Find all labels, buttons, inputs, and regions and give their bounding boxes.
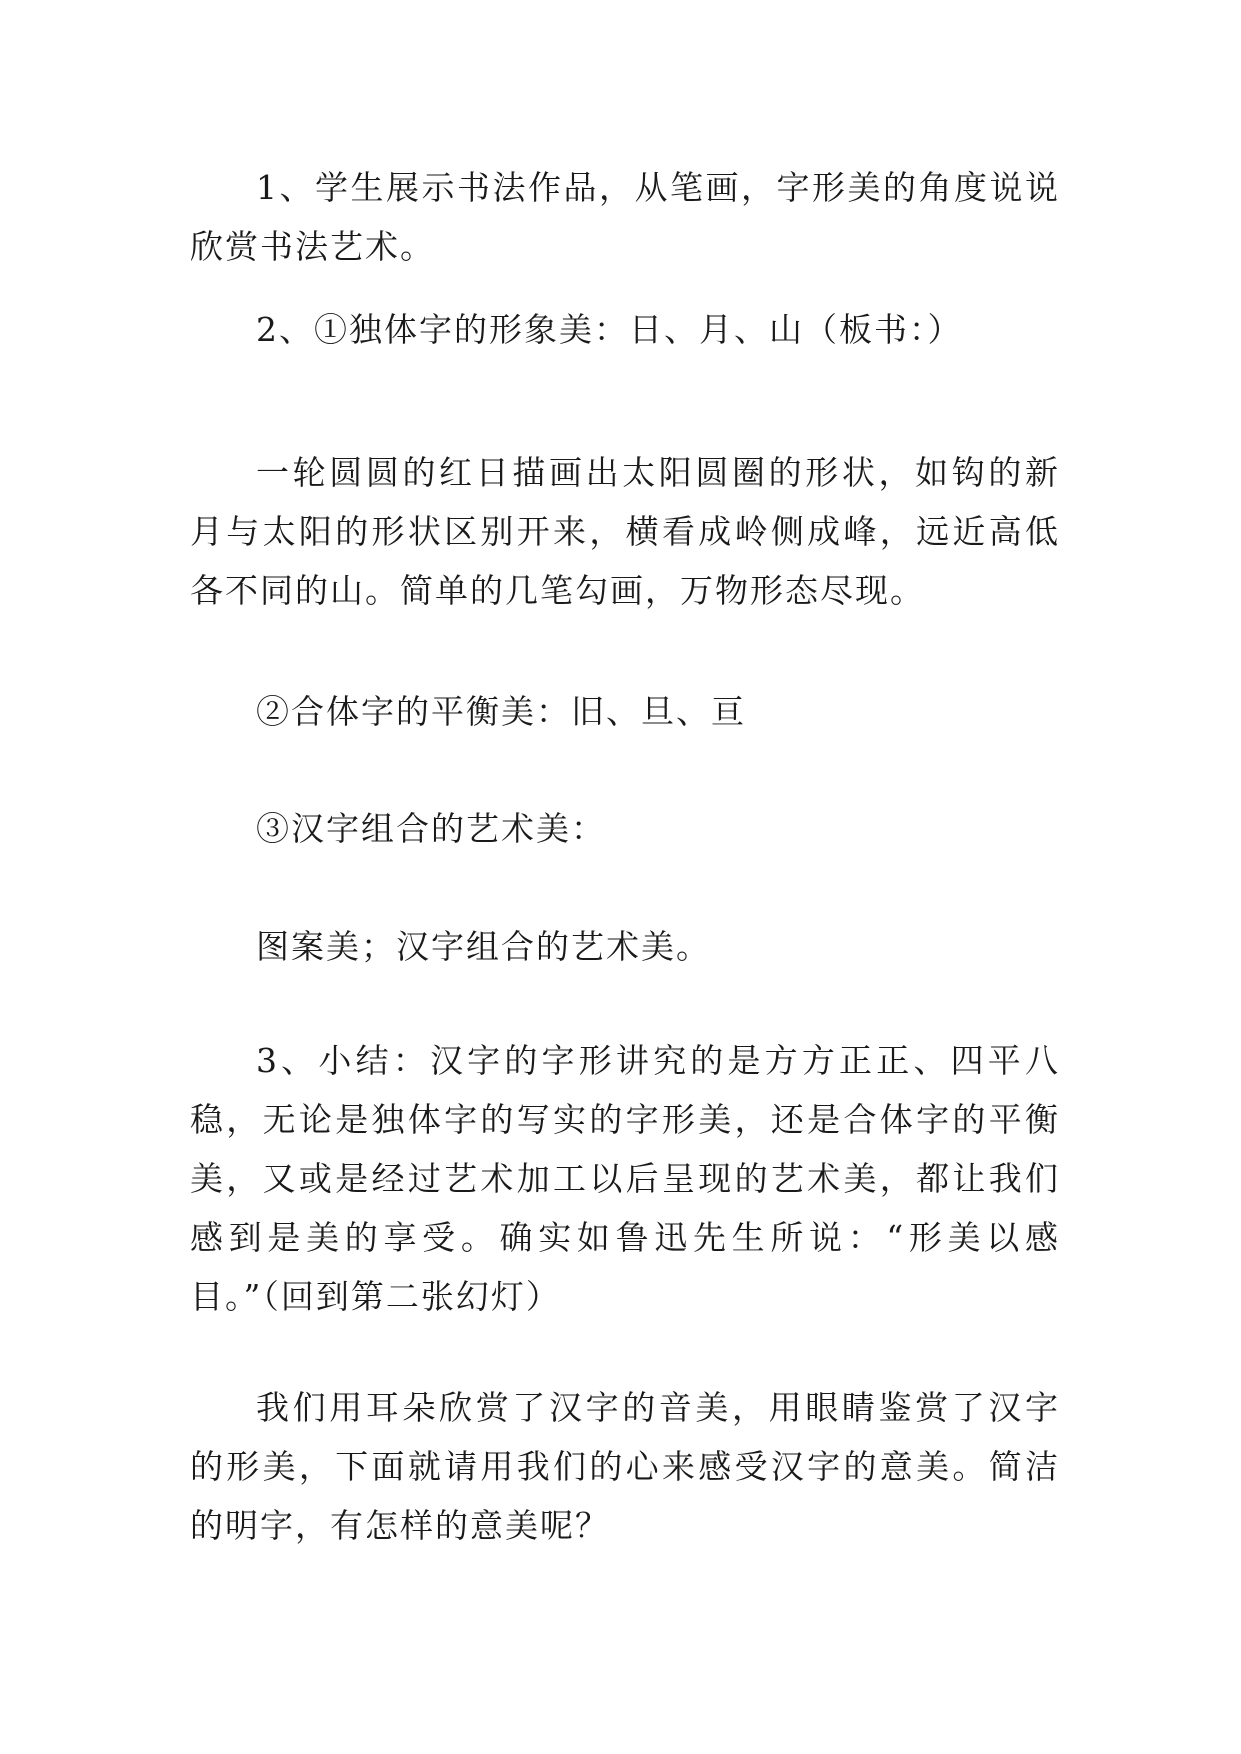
paragraph-8: 我们用耳朵欣赏了汉字的音美，用眼睛鉴赏了汉字的形美，下面就请用我们的心来感受汉字的意美。简洁的明字，有怎样的意美呢？ (190, 1388, 1060, 1545)
paragraph-5: ③汉字组合的艺术美： (256, 809, 606, 848)
paragraph-1: 1、学生展示书法作品，从笔画，字形美的角度说说欣赏书法艺术。 (190, 168, 1060, 266)
paragraph-6: 图案美；汉字组合的艺术美。 (256, 927, 711, 966)
paragraph-2: 2、①独体字的形象美：日、月、山（板书：） (256, 310, 963, 349)
paragraph-7: 3、小结：汉字的字形讲究的是方方正正、四平八稳，无论是独体字的写实的字形美，还是合体字的平衡美，又或是经过艺术加工以后呈现的艺术美，都让我们感到是美的享受。确实如鲁迅先生所说：“形美以感目。”（回到第二张幻灯） (190, 1041, 1060, 1316)
paragraph-4: ②合体字的平衡美：旧、旦、亘 (256, 692, 746, 731)
paragraph-3: 一轮圆圆的红日描画出太阳圆圈的形状，如钩的新月与太阳的形状区别开来，横看成岭侧成峰，远近高低各不同的山。简单的几笔勾画，万物形态尽现。 (190, 453, 1060, 610)
